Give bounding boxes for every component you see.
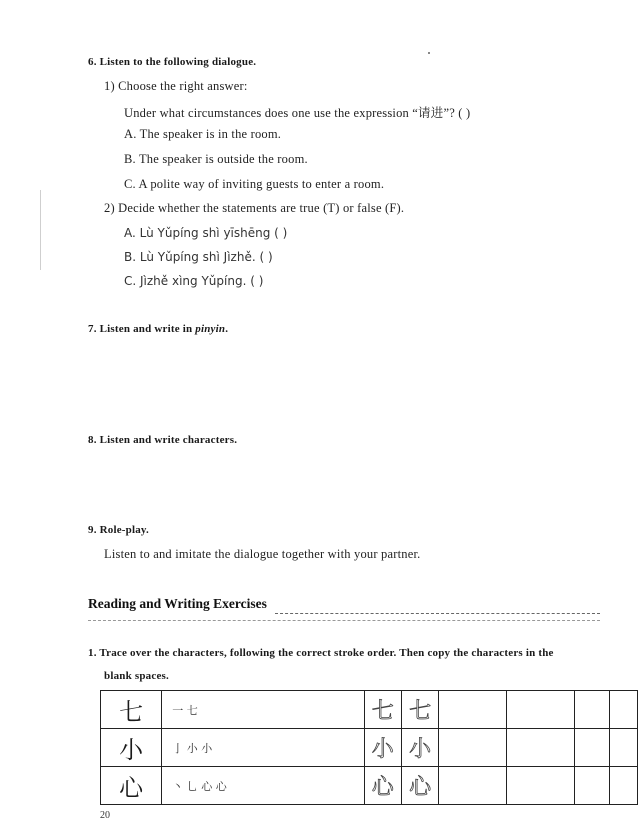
q9-text: Listen to and imitate the dialogue together with your partner. — [104, 547, 421, 561]
margin-line — [40, 190, 41, 270]
table-row — [101, 767, 638, 805]
q6-part1-question: Under what circumstances does one use the expression “请进”? ( ) — [124, 106, 471, 120]
stroke-order-cell: 一 七 — [162, 691, 364, 729]
trace-cell[interactable]: 小 — [364, 729, 401, 767]
trace-cell[interactable]: 七 — [401, 691, 438, 729]
character-cell: 七 — [101, 691, 162, 729]
q6-statement-a: A. Lù Yǔpíng shì yīshēng ( ) — [124, 226, 288, 240]
q8-title: 8. Listen and write characters. — [88, 434, 238, 446]
scan-speck — [428, 52, 430, 54]
blank-practice-cell[interactable] — [507, 691, 575, 729]
table-row — [101, 691, 638, 729]
page-number: 20 — [100, 810, 110, 821]
q6-statement-c: C. Jìzhě xìng Yǔpíng. ( ) — [124, 274, 264, 288]
trace-cell[interactable]: 心 — [401, 767, 438, 805]
q7-title-text: 7. Listen and write in — [88, 323, 196, 335]
section-rule-lower — [88, 620, 600, 621]
trace-cell[interactable]: 七 — [364, 691, 401, 729]
q7-title-end: . — [225, 323, 229, 335]
character-cell: 心 — [101, 767, 162, 805]
table-row — [101, 729, 638, 767]
q6-statement-b: B. Lù Yǔpíng shì Jìzhě. ( ) — [124, 250, 273, 264]
blank-practice-cell[interactable] — [439, 767, 507, 805]
rw1-instruction-line2: blank spaces. — [104, 670, 169, 682]
blank-practice-cell[interactable] — [610, 691, 638, 729]
section-rule — [275, 613, 600, 614]
blank-practice-cell[interactable] — [610, 767, 638, 805]
stroke-order-cell: 亅 小 小 — [162, 729, 364, 767]
section-title: Reading and Writing Exercises — [88, 596, 267, 611]
q6-option-c: C. A polite way of inviting guests to enter a room. — [124, 177, 385, 191]
trace-cell[interactable]: 心 — [364, 767, 401, 805]
rw1-instruction-line1: 1. Trace over the characters, following the correct stroke order. Then copy the characters in the — [88, 647, 554, 659]
stroke-practice-grid — [100, 690, 638, 805]
blank-practice-cell[interactable] — [507, 729, 575, 767]
blank-practice-cell[interactable] — [574, 767, 609, 805]
blank-practice-cell[interactable] — [574, 691, 609, 729]
q6-part2-label: 2) Decide whether the statements are true (T) or false (F). — [104, 201, 405, 215]
trace-cell[interactable]: 小 — [401, 729, 438, 767]
blank-practice-cell[interactable] — [574, 729, 609, 767]
blank-practice-cell[interactable] — [439, 691, 507, 729]
q6-option-b: B. The speaker is outside the room. — [124, 152, 308, 166]
q6-part1-label: 1) Choose the right answer: — [104, 79, 248, 93]
stroke-order-cell: 丶 乚 心 心 — [162, 767, 364, 805]
blank-practice-cell[interactable] — [610, 729, 638, 767]
q6-option-a: A. The speaker is in the room. — [124, 127, 282, 141]
blank-practice-cell[interactable] — [439, 729, 507, 767]
character-cell: 小 — [101, 729, 162, 767]
q6-title: 6. Listen to the following dialogue. — [88, 56, 257, 68]
blank-practice-cell[interactable] — [507, 767, 575, 805]
q9-title: 9. Role-play. — [88, 524, 149, 536]
q7-title-emph: pinyin — [195, 323, 226, 335]
q7-title — [88, 323, 228, 335]
